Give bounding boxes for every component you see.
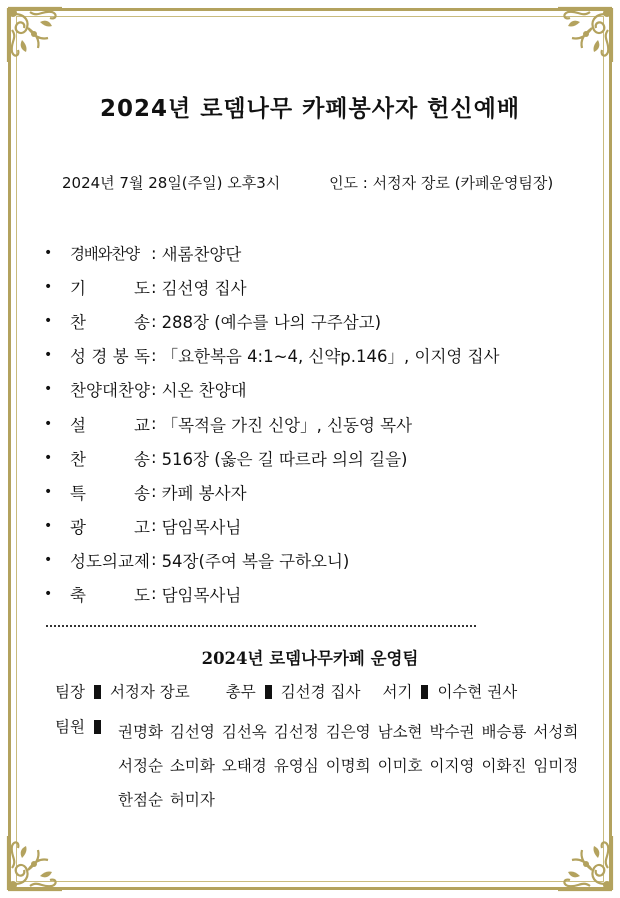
square-bullet-icon — [94, 720, 101, 734]
leader-name: 서정자 장로 — [109, 683, 190, 701]
team-member: 서성희 — [533, 723, 579, 741]
corner-ornament-icon — [4, 832, 66, 894]
order-item: • 찬 양 대 찬 양 : 시온 찬양대 — [44, 372, 499, 406]
team-member: 김선정 — [273, 723, 319, 741]
order-item: • 찬 송 : 288장 (예수를 나의 구주삼고) — [44, 304, 499, 338]
order-item: • 특 송 : 카페 봉사자 — [44, 475, 499, 509]
team-member: 서정순 — [118, 757, 163, 775]
order-label: 성 도 의 교 제 — [70, 551, 150, 571]
team-officers — [55, 680, 517, 702]
order-label: 성 경 봉 독 — [70, 347, 150, 367]
order-content: 516장 (옳은 길 따르라 의의 길을) — [161, 449, 408, 469]
order-item: • 축 도 : 담임목사님 — [44, 577, 499, 611]
corner-ornament-icon — [554, 4, 616, 66]
order-label: 경배와찬양 — [70, 245, 139, 264]
team-member: 권명화 — [118, 723, 163, 741]
bullet-icon: • — [44, 551, 53, 568]
team-member: 임미정 — [533, 757, 579, 775]
order-content: 54장(주여 복을 구하오니) — [161, 551, 350, 571]
leader-role: 팀장 — [55, 683, 85, 701]
order-content: 카페 봉사자 — [161, 483, 247, 503]
members-role: 팀원 — [55, 718, 85, 736]
order-content: 288장 (예수를 나의 구주삼고) — [161, 313, 382, 333]
service-datetime: 2024년 7월 28일(주일) 오후3시 — [62, 174, 281, 192]
team-member: 오태경 — [221, 757, 267, 775]
team-member: 이화진 — [481, 757, 527, 775]
square-bullet-icon — [94, 685, 101, 699]
bullet-icon: • — [44, 585, 53, 602]
order-label: 광 고 — [70, 517, 150, 537]
order-label: 찬 송 — [70, 313, 150, 333]
order-item: • 설 교 : 「목적을 가진 신앙」, 신동영 목사 — [44, 406, 499, 440]
order-label: 기 도 — [70, 279, 150, 299]
order-content: 새롬찬양단 — [161, 245, 242, 265]
bullet-icon: • — [44, 313, 53, 330]
corner-ornament-icon — [554, 832, 616, 894]
team-member: 김선옥 — [221, 723, 267, 741]
team-member: 배승룡 — [481, 723, 527, 741]
order-content: 담임목사님 — [161, 585, 242, 605]
team-member: 남소현 — [377, 723, 423, 741]
order-item: • 경배와찬양 : 새롬찬양단 — [44, 236, 499, 270]
bullet-icon: • — [44, 347, 53, 364]
team-member: 이미호 — [377, 757, 423, 775]
team-member: 허미자 — [169, 791, 215, 809]
order-item: • 찬 송 : 516장 (옳은 길 따르라 의의 길을) — [44, 441, 499, 475]
team-member: 이지영 — [429, 757, 475, 775]
dotted-divider — [46, 625, 476, 627]
bullet-icon: • — [44, 245, 53, 262]
bullet-icon: • — [44, 449, 53, 466]
order-content: 「목적을 가진 신앙」, 신동영 목사 — [161, 415, 413, 435]
worship-order-list — [44, 236, 499, 611]
bullet-icon: • — [44, 381, 53, 398]
corner-ornament-icon — [4, 4, 66, 66]
bullet-icon: • — [44, 279, 53, 296]
order-label: 특 송 — [70, 483, 150, 503]
order-content: 시온 찬양대 — [161, 381, 247, 401]
order-content: 담임목사님 — [161, 517, 242, 537]
order-content: 「요한복음 4:1~4, 신약p.146」, 이지영 집사 — [161, 347, 500, 367]
team-members — [118, 715, 588, 817]
order-content: 김선영 집사 — [161, 279, 247, 299]
order-label: 설 교 — [70, 415, 150, 435]
team-member: 이명희 — [325, 757, 371, 775]
order-label: 찬 송 — [70, 449, 150, 469]
service-leader: 인도 : 서정자 장로 (카페운영팀장) — [329, 174, 554, 192]
team-member: 박수권 — [429, 723, 475, 741]
members-label — [55, 715, 110, 737]
bullet-icon: • — [44, 517, 53, 534]
service-info — [62, 172, 553, 193]
order-label: 축 도 — [70, 585, 150, 605]
treasurer-role: 총무 — [225, 683, 256, 701]
square-bullet-icon — [265, 685, 272, 699]
order-item: • 광 고 : 담임목사님 — [44, 509, 499, 543]
team-member: 유영심 — [273, 757, 319, 775]
team-member: 한점순 — [118, 791, 163, 809]
order-label: 찬 양 대 찬 양 — [70, 381, 150, 401]
team-title: 2024년 로뎀나무카페 운영팀 — [201, 649, 419, 668]
team-member: 김선영 — [169, 723, 215, 741]
team-member: 소미화 — [169, 757, 215, 775]
bullet-icon: • — [44, 415, 53, 432]
order-item: • 기 도 : 김선영 집사 — [44, 270, 499, 304]
team-member: 김은영 — [325, 723, 371, 741]
treasurer-name: 김선경 집사 — [280, 683, 361, 701]
order-item: • 성 경 봉 독 : 「요한복음 4:1~4, 신약p.146」, 이지영 집사 — [44, 338, 499, 372]
square-bullet-icon — [421, 685, 428, 699]
secretary-name: 이수현 권사 — [437, 683, 518, 701]
document-title: 2024년 로뎀나무 카페봉사자 헌신예배 — [99, 96, 521, 122]
order-item: • 성 도 의 교 제 : 54장(주여 복을 구하오니) — [44, 543, 499, 577]
bullet-icon: • — [44, 483, 53, 500]
secretary-role: 서기 — [382, 683, 413, 701]
